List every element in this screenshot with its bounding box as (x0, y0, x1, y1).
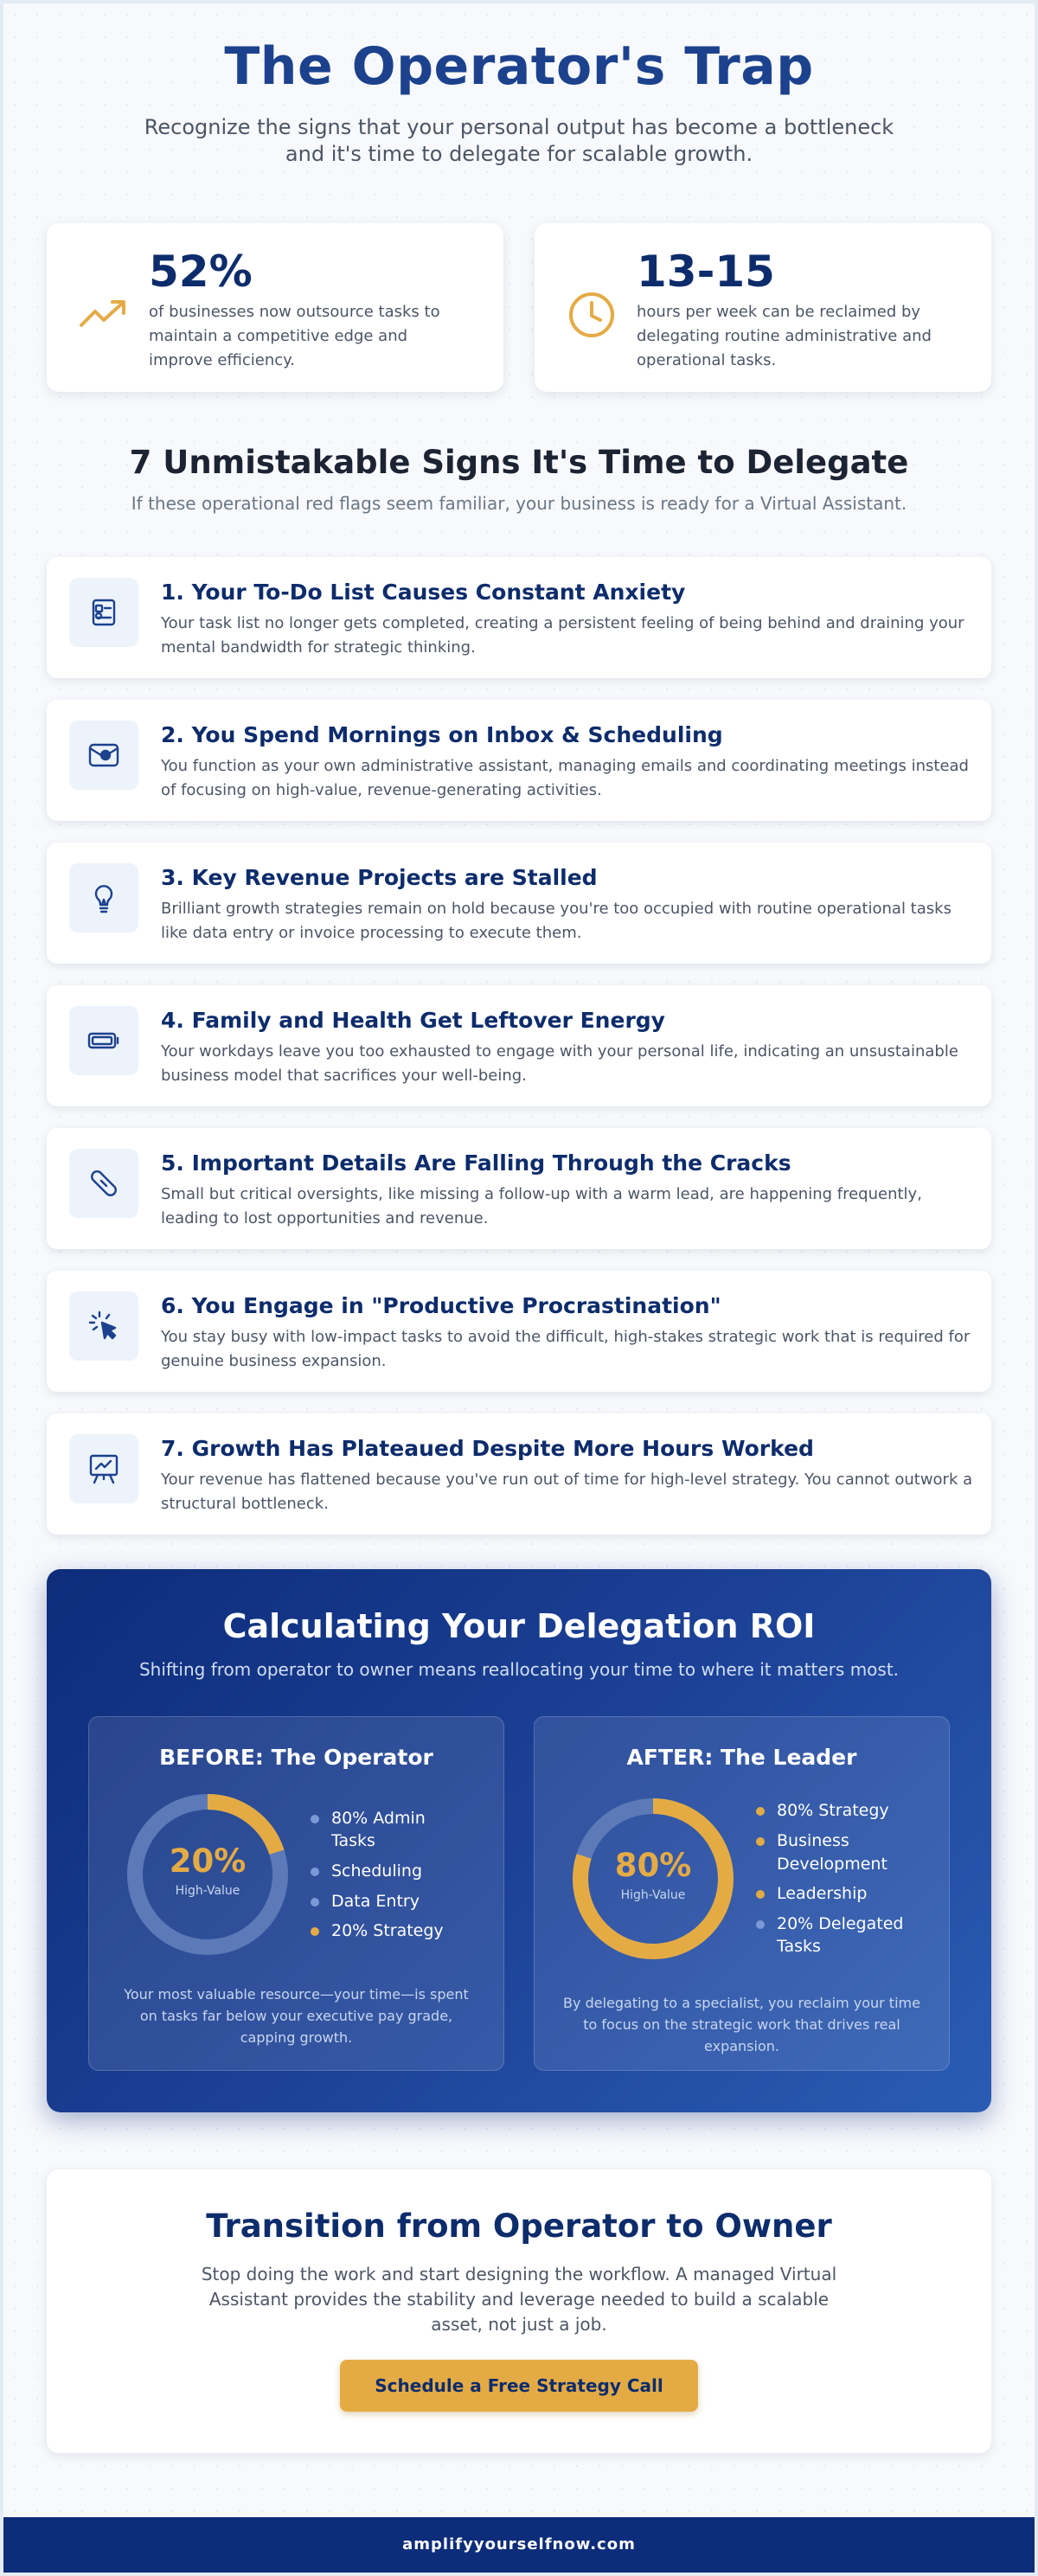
signs-header (3, 444, 1035, 514)
donut-label: High-Value (620, 1888, 686, 1903)
roi-section (47, 1569, 991, 2112)
stat-value: 52% (149, 247, 253, 298)
stat-card-outsource (47, 223, 503, 392)
legend-dot (311, 1815, 319, 1823)
lightbulb-icon (69, 863, 138, 932)
legend-item (311, 1807, 466, 1853)
sign-description: You stay busy with low-impact tasks to avoid the difficult, high-stakes strategic work that is required for genuine business expansion. (161, 1328, 971, 1371)
footer (3, 2517, 1035, 2573)
legend-item (756, 1829, 912, 1875)
sign-description: Your workdays leave you too exhausted to engage with your personal life, indicating an unsustainable business model that sacrifices your well-being. (161, 1042, 958, 1086)
before-panel (88, 1716, 504, 2071)
stat-description: of businesses now outsource tasks to maintain a competitive edge and improve efficiency. (149, 302, 440, 369)
sign-title: 1. Your To-Do List Causes Constant Anxiety (161, 580, 686, 606)
footer-url[interactable]: amplifyyourselfnow.com (402, 2535, 636, 2554)
sign-description: Your task list no longer gets completed, creating a persistent feeling of being behind and draining your mental bandwidth for strategic thinking. (161, 614, 964, 657)
cta-title: Transition from Operator to Owner (206, 2208, 832, 2246)
sign-description: You function as your own administrative assistant, managing emails and coordinating meetings instead of focusing on high-value, revenue-generating activities. (161, 757, 969, 800)
clock-icon (562, 285, 621, 344)
signs-subtitle: If these operational red flags seem familiar, your business is ready for a Virtual Assistant. (131, 493, 907, 515)
sign-title: 5. Important Details Are Falling Through the Cracks (161, 1150, 791, 1176)
sign-card-4 (47, 985, 991, 1106)
legend-label: Data Entry (331, 1891, 420, 1911)
legend-label: Leadership (777, 1884, 868, 1904)
before-donut (125, 1792, 290, 1957)
donut-percent: 20% (169, 1842, 247, 1881)
legend-item (311, 1919, 466, 1943)
stat-description: hours per week can be reclaimed by delegating routine administrative and operational tasks. (637, 302, 932, 369)
cta-text: Stop doing the work and start designing the workflow. A managed Virtual Assistant provides the stability and leverage needed to build a scalable asset, not just a job. (201, 2264, 837, 2336)
trending-up-icon (74, 285, 133, 344)
sign-card-3 (47, 843, 991, 964)
task-list-icon (69, 578, 138, 647)
sign-description: Brilliant growth strategies remain on hold because you're too occupied with routine operational tasks like data entry or invoice processing to execute them. (161, 900, 952, 943)
inbox-icon (69, 721, 138, 790)
bandage-icon (69, 1149, 138, 1218)
before-title: BEFORE: The Operator (159, 1745, 433, 1771)
signs-list (3, 557, 1035, 1535)
page-title: The Operator's Trap (224, 36, 814, 97)
hero-section (3, 3, 1035, 168)
sign-card-2 (47, 700, 991, 821)
schedule-call-button[interactable]: Schedule a Free Strategy Call (340, 2360, 698, 2412)
legend-label: 80% Admin Tasks (331, 1808, 426, 1851)
cta-section (47, 2169, 991, 2453)
sign-title: 2. You Spend Mornings on Inbox & Scheduling (161, 722, 723, 748)
infographic-page (3, 3, 1035, 2573)
before-description: Your most valuable resource—your time—is spent on tasks far below your executive pay grade, capping growth. (124, 1986, 469, 2046)
legend-item (311, 1860, 466, 1883)
sign-card-6 (47, 1271, 991, 1392)
low-battery-icon (69, 1006, 138, 1075)
page-subtitle: Recognize the signs that your personal output has become a bottleneck and it's time to delegate for scalable growth. (144, 115, 894, 167)
legend-label: Scheduling (331, 1862, 423, 1881)
after-title: AFTER: The Leader (626, 1745, 857, 1771)
sign-card-5 (47, 1128, 991, 1249)
legend-dot (311, 1898, 319, 1906)
legend-item (311, 1890, 466, 1913)
legend-item (756, 1913, 912, 1958)
legend-dot (311, 1927, 319, 1936)
stat-card-hours (535, 223, 991, 392)
before-legend (311, 1800, 466, 1950)
legend-dot (756, 1837, 765, 1846)
legend-dot (756, 1920, 765, 1929)
sign-description: Your revenue has flattened because you've run out of time for high-level strategy. You cannot outwork a structural bottleneck. (161, 1471, 973, 1514)
donut-percent: 80% (614, 1847, 692, 1885)
sign-title: 3. Key Revenue Projects are Stalled (161, 865, 598, 891)
legend-label: 20% Strategy (331, 1921, 444, 1941)
sign-card-7 (47, 1413, 991, 1535)
signs-title: 7 Unmistakable Signs It's Time to Delegate (129, 444, 909, 482)
legend-label: 80% Strategy (777, 1801, 889, 1821)
roi-title: Calculating Your Delegation ROI (222, 1607, 816, 1646)
stats-row (3, 223, 1035, 392)
roi-subtitle: Shifting from operator to owner means reallocating your time to where it matters most. (138, 1659, 900, 1681)
legend-dot (311, 1868, 319, 1876)
sign-description: Small but critical oversights, like missing a follow-up with a warm lead, are happening frequently, leading to lost opportunities and revenue. (161, 1185, 922, 1228)
after-donut (571, 1797, 735, 1961)
after-description: By delegating to a specialist, you reclaim your time to focus on the strategic work that drives real expansion. (563, 1994, 920, 2054)
presentation-chart-icon (69, 1434, 138, 1503)
sign-title: 4. Family and Health Get Leftover Energy (161, 1008, 665, 1034)
legend-label: Business Development (777, 1830, 887, 1874)
sign-title: 7. Growth Has Plateaued Despite More Hours Worked (161, 1436, 814, 1462)
pointer-click-icon (69, 1291, 138, 1361)
legend-item (756, 1799, 912, 1823)
donut-label: High-Value (175, 1884, 240, 1899)
legend-dot (756, 1890, 765, 1899)
sign-title: 6. You Engage in "Productive Procrastination" (161, 1293, 721, 1319)
legend-item (756, 1882, 912, 1906)
sign-card-1 (47, 557, 991, 678)
legend-dot (756, 1807, 765, 1816)
after-panel (534, 1716, 950, 2071)
legend-label: 20% Delegated Tasks (777, 1913, 904, 1957)
stat-value: 13-15 (637, 247, 775, 298)
after-legend (756, 1792, 912, 1965)
